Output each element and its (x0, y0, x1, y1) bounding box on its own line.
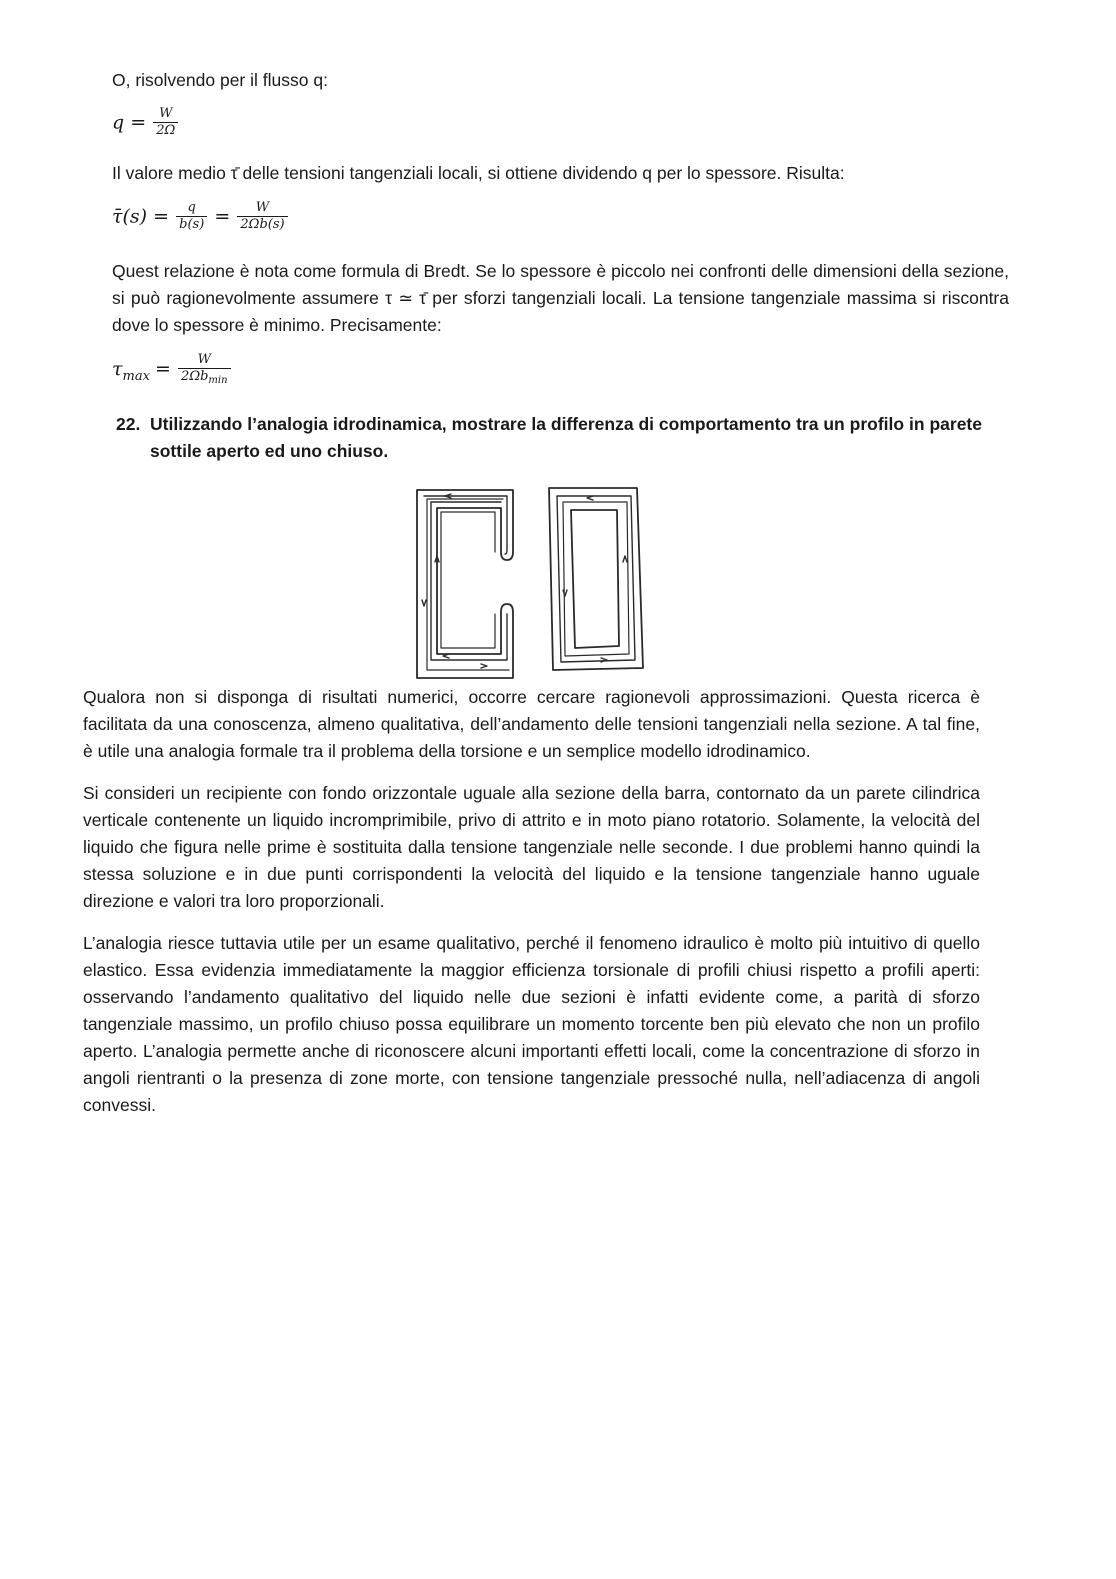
open-closed-profile-figure (405, 482, 655, 682)
question-number: 22. (116, 414, 141, 434)
eq3-numerator: W (197, 352, 211, 367)
eq2-equals: = (214, 205, 231, 228)
eq1-numerator: W (159, 106, 173, 121)
eq2-den1: b(s) (176, 216, 207, 233)
paragraph-1: Qualora non si disponga di risultati numerici, occorre cercare ragionevoli approssimazioni. Questa ricerca è facilitata da una conoscenza, almeno qualitativa, dell’andamento delle tensioni tangenziali nella sezione. A tal fine, è utile una analogia formale tra il problema della torsione e un semplice modello idrodinamico. (83, 687, 980, 761)
open-profile-sketch (417, 490, 513, 678)
paragraph-3: L’analogia riesce tuttavia utile per un esame qualitativo, perché il fenomeno idraulico è molto più intuitivo di quello elastico. Essa evidenzia immediatamente la maggior efficienza torsionale di profili chiusi rispetto a profili aperti: osservando l’andamento qualitativo del liquido nelle due sezioni è infatti evidente come, a parità di sforzo tangenziale massimo, un profilo chiuso possa equilibrare un momento torcente ben più elevato che non un profilo aperto. L’analogia permette anche di riconoscere alcuni importanti effetti locali, come la concentrazione di sforzo in angoli rientranti o la presenza di zone morte, con tensione tangenziale pressoché nulla, nell’adiacenza di angoli convessi. (83, 933, 980, 1115)
question-heading (116, 411, 982, 465)
paragraph-2: Si consideri un recipiente con fondo orizzontale uguale alla sezione della barra, contornato da un parete cilindrica verticale contenente un liquido incromprimibile, privo di attrito e in moto piano rotatorio. Solamente, la velocità del liquido che figura nelle prime è sostituita dalla tensione tangenziale nelle seconde. I due problemi hanno quindi la stessa soluzione e in due punti corrispondenti la velocità del liquido e la tensione tangenziale hanno uguale direzione e valori tra loro proporzionali. (83, 783, 980, 911)
eq2-num2: W (255, 200, 270, 215)
equation-tau-max (112, 352, 233, 386)
eq1-lhs: q = (112, 111, 147, 134)
eq3-denominator-sub: min (208, 375, 228, 386)
eq3-equals: = (155, 358, 171, 380)
closed-profile-sketch (549, 488, 643, 670)
eq3-lhs-sub: max (122, 369, 150, 384)
equation-tau-mean (112, 200, 290, 233)
eq3-denominator: 2Ωb (181, 369, 209, 384)
equation-flow (112, 106, 180, 139)
eq2-lhs: τ̄(s) = (112, 205, 170, 228)
question-text: Utilizzando l’analogia idrodinamica, mostrare la differenza di comportamento tra un profilo in parete sottile aperto ed uno chiuso. (150, 414, 982, 461)
intro-flow-text: O, risolvendo per il flusso q: (112, 70, 328, 90)
eq2-den2: 2Ωb(s) (237, 216, 287, 233)
tau-mean-paragraph: Il valore medio τ̄ delle tensioni tangenziali locali, si ottiene dividendo q per lo spessore. Risulta: (112, 163, 845, 183)
eq1-denominator: 2Ω (153, 122, 178, 139)
eq3-lhs: τ (112, 358, 123, 380)
bredt-paragraph: Quest relazione è nota come formula di Bredt. Se lo spessore è piccolo nei confronti delle dimensioni della sezione, si può ragionevolmente assumere τ ≃ τ̄ per sforzi tangenziali locali. La tensione tangenziale massima si riscontra dove lo spessore è minimo. Precisamente: (112, 261, 1009, 335)
eq2-num1: q (187, 200, 196, 215)
